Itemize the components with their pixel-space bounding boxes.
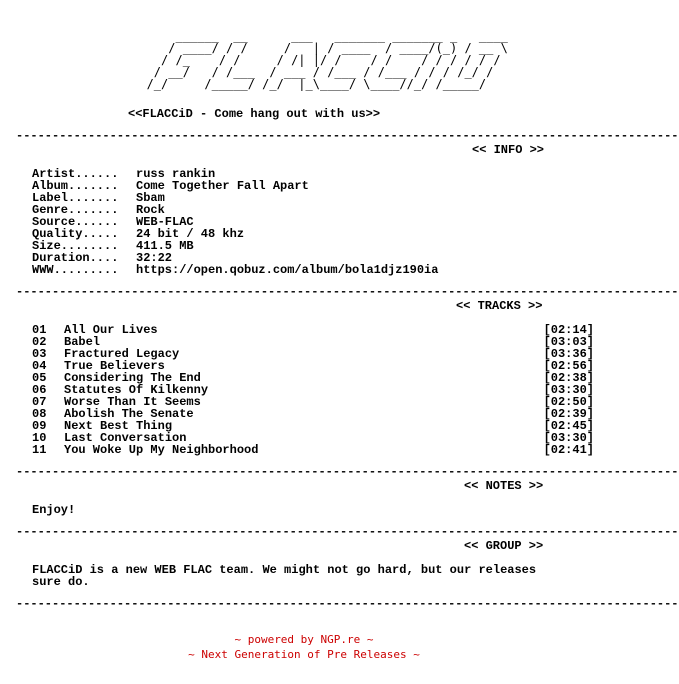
info-label: Label....... — [32, 191, 119, 205]
track-duration: [03:36] — [543, 347, 594, 361]
notes-heading: << NOTES >> — [464, 479, 544, 493]
tracks-heading: << TRACKS >> — [456, 299, 543, 313]
track-title: Next Best Thing — [64, 419, 173, 433]
track-duration: [02:45] — [543, 419, 594, 433]
track-number: 09 — [32, 419, 47, 433]
info-label: Size........ — [32, 239, 119, 253]
info-heading: << INFO >> — [472, 143, 545, 157]
track-number: 02 — [32, 335, 47, 349]
track-duration: [03:03] — [543, 335, 594, 349]
notes-text: Enjoy! — [32, 503, 76, 517]
info-label: WWW......... — [32, 263, 119, 277]
group-text-line1: FLACCiD is a new WEB FLAC team. We might not go hard, but our releases — [32, 563, 537, 577]
info-value: Come Together Fall Apart — [136, 179, 309, 193]
track-number: 06 — [32, 383, 47, 397]
divider-info-top: -------------------------------------------------------------------------------------------- — [16, 129, 679, 143]
track-duration: [02:50] — [543, 395, 594, 409]
info-value: russ rankin — [136, 167, 216, 181]
track-number: 01 — [32, 323, 47, 337]
info-label: Album....... — [32, 179, 119, 193]
info-value: WEB-FLAC — [136, 215, 194, 229]
track-title: You Woke Up My Neighborhood — [64, 443, 259, 457]
divider-group-top: -------------------------------------------------------------------------------------------- — [16, 525, 679, 539]
track-number: 10 — [32, 431, 47, 445]
track-duration: [02:39] — [543, 407, 594, 421]
track-title: Considering The End — [64, 371, 201, 385]
info-value: 24 bit / 48 khz — [136, 227, 245, 241]
info-value: 32:22 — [136, 251, 173, 265]
track-number: 08 — [32, 407, 47, 421]
track-title: Statutes Of Kilkenny — [64, 383, 209, 397]
flaccid-ascii-logo: ______ __ ___ _______ _______ _ ____ / ____/ / / / | / ____ / ____/(_) / __ \ / /_ / / / /| |/ / / / / / / / / / / __/ / /___ / ___ / /___ / /___ / / / /_/ / /_/ /_____/ /_/ |_\____/ \____//_/ /_____/ — [146, 29, 508, 91]
divider-bottom: -------------------------------------------------------------------------------------------- — [16, 597, 679, 611]
divider-tracks-top: -------------------------------------------------------------------------------------------- — [16, 285, 679, 299]
info-value: 411.5 MB — [136, 239, 194, 253]
divider-notes-top: -------------------------------------------------------------------------------------------- — [16, 465, 679, 479]
footer-powered-by: ~ powered by NGP.re ~ — [234, 633, 374, 646]
tagline: <<FLACCiD - Come hang out with us>> — [128, 107, 381, 121]
track-duration: [02:38] — [543, 371, 594, 385]
track-duration: [02:14] — [543, 323, 594, 337]
footer-tagline: ~ Next Generation of Pre Releases ~ — [188, 648, 420, 661]
track-title: Worse Than It Seems — [64, 395, 201, 409]
info-url[interactable]: https://open.qobuz.com/album/bola1djz190ia — [136, 263, 439, 277]
track-title: True Believers — [64, 359, 165, 373]
info-row-www — [32, 264, 438, 276]
track-title: All Our Lives — [64, 323, 158, 337]
track-title: Last Conversation — [64, 431, 187, 445]
track-row — [32, 444, 594, 456]
info-value: Sbam — [136, 191, 165, 205]
info-label: Artist...... — [32, 167, 119, 181]
track-title: Abolish The Senate — [64, 407, 194, 421]
track-duration: [03:30] — [543, 431, 594, 445]
info-label: Duration.... — [32, 251, 119, 265]
track-number: 05 — [32, 371, 47, 385]
info-label: Genre....... — [32, 203, 119, 217]
track-title: Fractured Legacy — [64, 347, 180, 361]
track-duration: [02:56] — [543, 359, 594, 373]
track-title: Babel — [64, 335, 101, 349]
info-label: Quality..... — [32, 227, 119, 241]
track-duration: [03:30] — [543, 383, 594, 397]
track-number: 07 — [32, 395, 47, 409]
track-number: 11 — [32, 443, 47, 457]
track-number: 04 — [32, 359, 47, 373]
group-heading: << GROUP >> — [464, 539, 544, 553]
track-number: 03 — [32, 347, 47, 361]
info-value: Rock — [136, 203, 165, 217]
group-text-line2: sure do. — [32, 575, 90, 589]
track-row — [32, 324, 594, 336]
track-duration: [02:41] — [543, 443, 594, 457]
info-label: Source...... — [32, 215, 119, 229]
